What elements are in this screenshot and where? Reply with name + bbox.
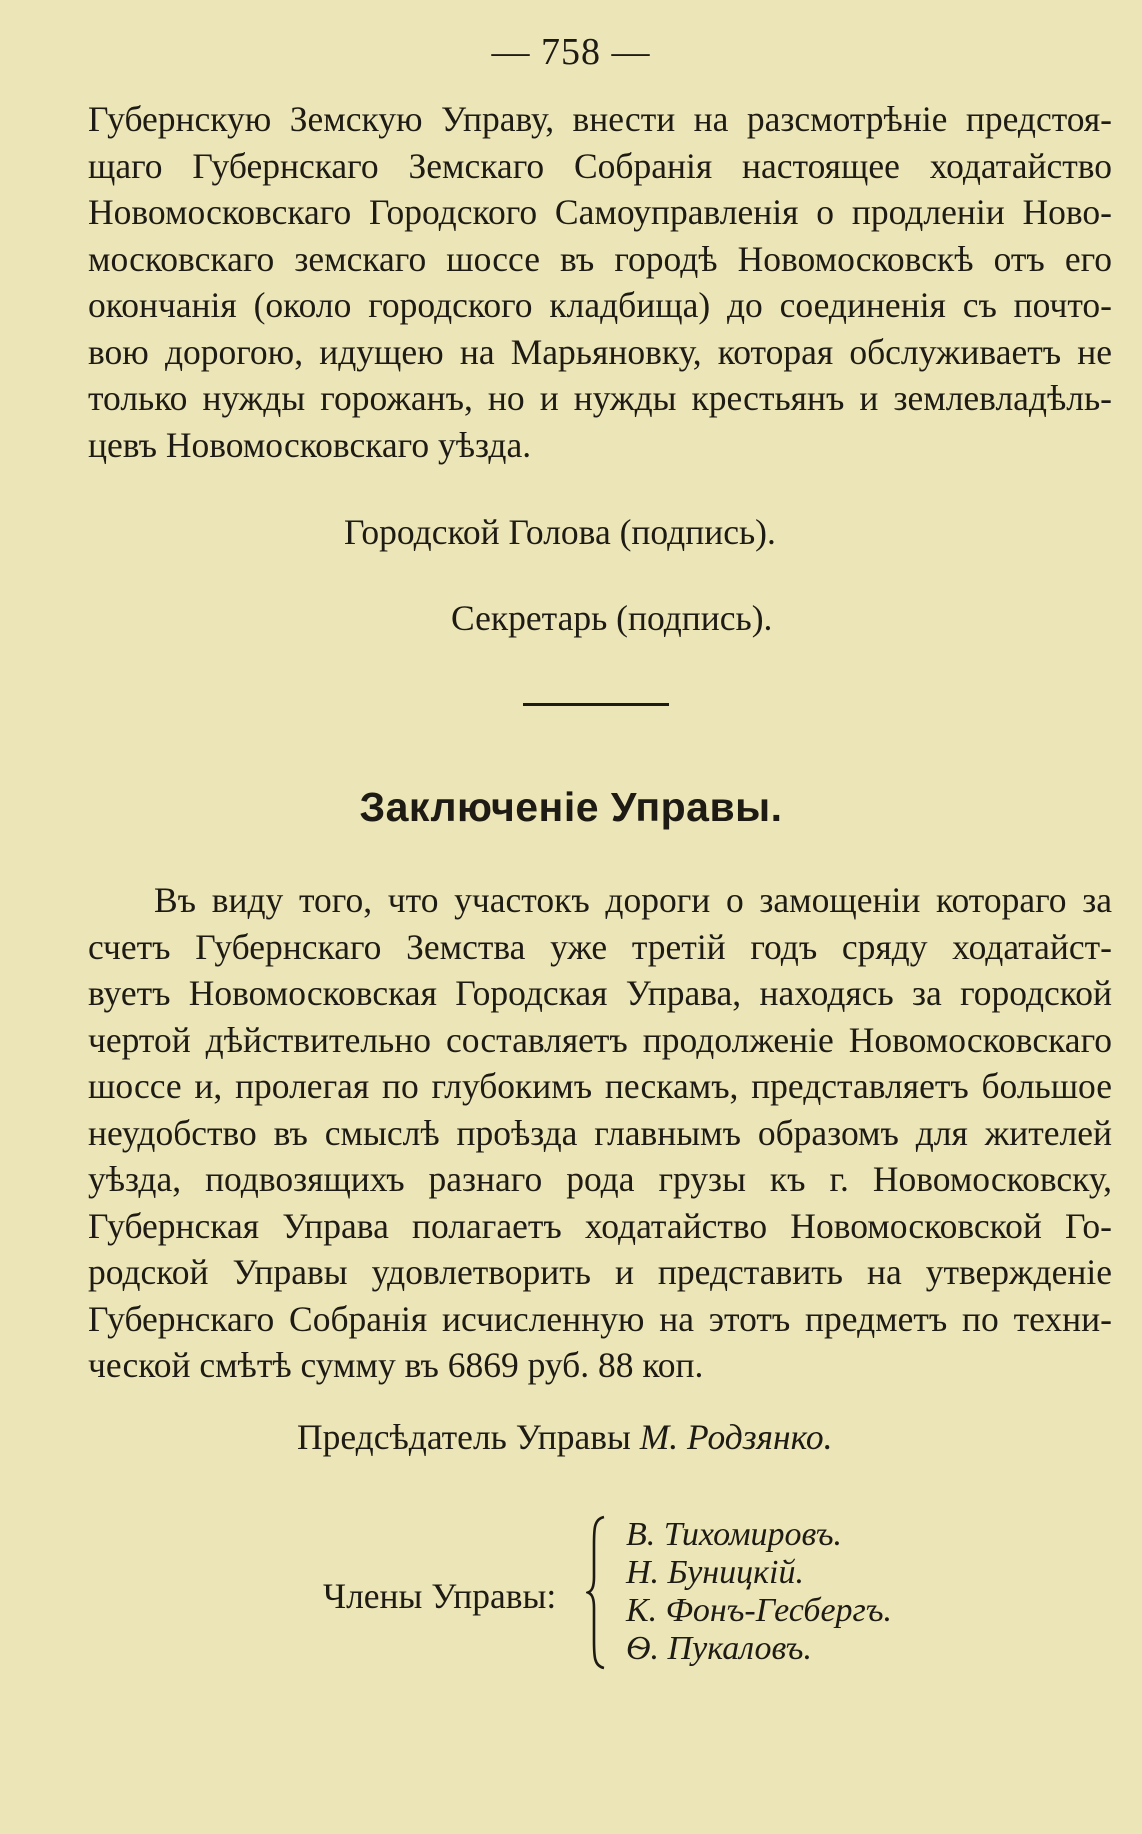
- page-number: — 758 —: [491, 31, 651, 73]
- paragraph-line: Губернская Управа полагаетъ ходатайство Новомосковской Го-: [88, 1205, 1112, 1246]
- signature-mayor: Городской Голова (подпись).: [344, 512, 776, 552]
- paragraph-line: неудобство въ смыслѣ проѣзда главнымъ образомъ для жителей: [88, 1112, 1112, 1153]
- paragraph-line: вою дорогою, идущею на Марьяновку, которая обслуживаетъ не: [88, 331, 1112, 372]
- paragraph-line: Губернскаго Собранія исчисленную на этотъ предметъ по техни-: [88, 1298, 1112, 1339]
- section-heading: Заключеніе Управы.: [359, 784, 783, 830]
- members-list: [626, 1516, 892, 1668]
- conclusion-paragraph: [88, 877, 1112, 1389]
- chairman-title: Предсѣдатель Управы: [297, 1417, 631, 1457]
- member-name: Ѳ. Пукаловъ.: [626, 1630, 812, 1667]
- paragraph-line: окончанія (около городского кладбища) до соединенія съ почто-: [88, 285, 1112, 325]
- signature-secretary: Секретарь (подпись).: [451, 598, 773, 638]
- paragraph-line: уѣзда, подвозящихъ разнаго рода грузы къ г. Новомосковску,: [88, 1159, 1112, 1199]
- paragraph-line: шоссе и, пролегая по глубокимъ пескамъ, представляетъ большое: [88, 1066, 1112, 1106]
- curly-brace-icon: [586, 1515, 608, 1670]
- paragraph-line: московскаго земскаго шоссе въ городѣ Новомосковскѣ отъ его: [88, 238, 1112, 279]
- member-name: Н. Буницкій.: [626, 1554, 805, 1591]
- member-name: К. Фонъ-Гесбергъ.: [626, 1592, 892, 1629]
- intro-paragraph: [88, 96, 1112, 468]
- paragraph-line: счетъ Губернскаго Земства уже третій годъ сряду ходатайст-: [88, 926, 1112, 967]
- paragraph-line: чертой дѣйствительно составляетъ продолженіе Новомосковскаго: [88, 1019, 1112, 1060]
- paragraph-line: Губернскую Земскую Управу, внести на разсмотрѣніе предстоя-: [88, 99, 1112, 139]
- paragraph-line: щаго Губернскаго Земскаго Собранія настоящее ходатайство: [88, 145, 1112, 186]
- paragraph-line: только нужды горожанъ, но и нужды крестьянъ и землевладѣль-: [88, 378, 1112, 418]
- paragraph-line: Новомосковскаго Городского Самоуправленія о продленіи Ново-: [88, 192, 1112, 232]
- paragraph-line: Въ виду того, что участокъ дороги о замощеніи котораго за: [154, 880, 1112, 920]
- member-name: В. Тихомировъ.: [626, 1516, 842, 1553]
- members-label: Члены Управы:: [323, 1576, 557, 1616]
- section-divider: [523, 703, 669, 706]
- chairman-signature: [297, 1416, 833, 1458]
- paragraph-line: ческой смѣтѣ сумму въ 6869 руб. 88 коп.: [88, 1345, 704, 1385]
- paragraph-line: родской Управы удовлетворить и представить на утвержденіе: [88, 1252, 1112, 1292]
- chairman-name: М. Родзянко.: [639, 1417, 833, 1457]
- paragraph-line: цевъ Новомосковскаго уѣзда.: [88, 424, 532, 465]
- paragraph-line: вуетъ Новомосковская Городская Управа, находясь за городской: [88, 973, 1112, 1013]
